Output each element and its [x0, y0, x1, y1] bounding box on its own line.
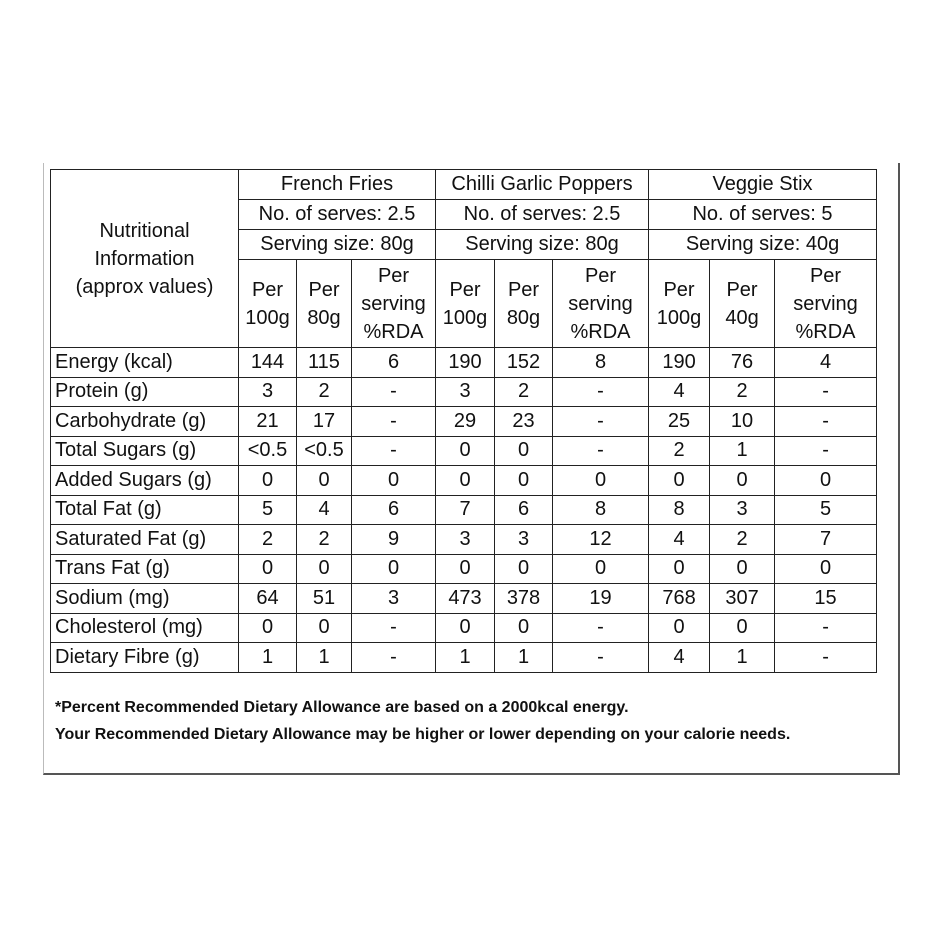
nutrient-value: 3 — [436, 377, 495, 407]
col-header-per-serving-rda: Per serving %RDA — [553, 260, 649, 348]
nutrient-value: 1 — [495, 643, 553, 673]
nutrient-value: 2 — [710, 377, 775, 407]
col-header-per-portion: Per 40g — [710, 260, 775, 348]
nutrient-value: 0 — [297, 554, 352, 584]
nutrient-value: <0.5 — [239, 436, 297, 466]
nutrient-value: 0 — [495, 466, 553, 496]
nutrient-value: 8 — [553, 348, 649, 378]
nutrient-value: 0 — [710, 554, 775, 584]
nutrient-value: 0 — [495, 554, 553, 584]
serves-chilli-garlic-poppers: No. of serves: 2.5 — [436, 200, 649, 230]
table-row — [51, 495, 877, 525]
nutrient-value: <0.5 — [297, 436, 352, 466]
nutrient-value: 10 — [710, 407, 775, 437]
nutrient-label: Total Fat (g) — [51, 495, 239, 525]
nutrient-value: 0 — [297, 613, 352, 643]
nutrient-value: 6 — [495, 495, 553, 525]
nutrient-value: 0 — [495, 436, 553, 466]
footnote-line-2: Your Recommended Dietary Allowance may be higher or lower depending on your calorie needs. — [55, 726, 791, 743]
nutrient-value: 8 — [553, 495, 649, 525]
nutritional-info-header: Nutritional Information (approx values) — [51, 170, 239, 348]
nutrient-value: - — [553, 613, 649, 643]
nutrient-value: - — [352, 613, 436, 643]
nutrient-value: 0 — [495, 613, 553, 643]
nutrient-value: 23 — [495, 407, 553, 437]
nutrient-value: - — [352, 407, 436, 437]
nutrient-value: 0 — [553, 554, 649, 584]
nutrient-value: 12 — [553, 525, 649, 555]
nutrient-value: - — [775, 407, 877, 437]
nutrient-value: 17 — [297, 407, 352, 437]
nutrient-label: Cholesterol (mg) — [51, 613, 239, 643]
footnote — [55, 694, 895, 748]
serves-french-fries: No. of serves: 2.5 — [239, 200, 436, 230]
col-header-per-portion: Per 80g — [495, 260, 553, 348]
nutrient-value: 64 — [239, 584, 297, 614]
nutrient-label: Carbohydrate (g) — [51, 407, 239, 437]
nutrient-label: Sodium (mg) — [51, 584, 239, 614]
product-name-veggie-stix: Veggie Stix — [649, 170, 877, 200]
col-header-per-100g: Per 100g — [239, 260, 297, 348]
nutrient-value: 190 — [649, 348, 710, 378]
nutrient-value: 25 — [649, 407, 710, 437]
nutrient-value: 6 — [352, 348, 436, 378]
nutrient-value: 51 — [297, 584, 352, 614]
nutrient-value: 4 — [649, 643, 710, 673]
nutrient-value: 2 — [239, 525, 297, 555]
nutrient-value: - — [775, 613, 877, 643]
product-name-chilli-garlic-poppers: Chilli Garlic Poppers — [436, 170, 649, 200]
nutrient-value: 21 — [239, 407, 297, 437]
serving-size-french-fries: Serving size: 80g — [239, 230, 436, 260]
nutrient-value: 1 — [710, 643, 775, 673]
table-row — [51, 554, 877, 584]
nutrient-value: - — [553, 643, 649, 673]
table-row — [51, 436, 877, 466]
nutrient-value: 4 — [297, 495, 352, 525]
nutrient-value: 6 — [352, 495, 436, 525]
nutrient-value: - — [775, 377, 877, 407]
nutrient-label: Protein (g) — [51, 377, 239, 407]
nutrient-value: 7 — [436, 495, 495, 525]
nutrient-value: 0 — [436, 613, 495, 643]
nutrient-value: 19 — [553, 584, 649, 614]
nutrient-value: 0 — [297, 466, 352, 496]
table-row — [51, 613, 877, 643]
nutrient-value: - — [775, 436, 877, 466]
nutrient-value: 473 — [436, 584, 495, 614]
nutrient-label: Trans Fat (g) — [51, 554, 239, 584]
nutrient-value: 1 — [239, 643, 297, 673]
nutrient-value: 2 — [710, 525, 775, 555]
nutrient-value: 0 — [775, 466, 877, 496]
table-row — [51, 584, 877, 614]
nutrient-value: - — [352, 643, 436, 673]
col-header-per-serving-rda: Per serving %RDA — [775, 260, 877, 348]
nutrient-value: 4 — [775, 348, 877, 378]
table-row — [51, 407, 877, 437]
nutrient-label: Saturated Fat (g) — [51, 525, 239, 555]
nutrient-value: 0 — [436, 436, 495, 466]
nutrient-value: 378 — [495, 584, 553, 614]
nutrient-value: 1 — [436, 643, 495, 673]
nutrient-value: 3 — [239, 377, 297, 407]
nutrient-value: 3 — [352, 584, 436, 614]
nutrient-rows — [51, 348, 877, 673]
col-header-per-portion: Per 80g — [297, 260, 352, 348]
nutrient-value: 0 — [436, 466, 495, 496]
product-name-french-fries: French Fries — [239, 170, 436, 200]
nutrient-value: - — [352, 377, 436, 407]
nutrient-value: 7 — [775, 525, 877, 555]
nutrient-label: Dietary Fibre (g) — [51, 643, 239, 673]
nutrient-value: - — [553, 377, 649, 407]
nutrient-value: 5 — [775, 495, 877, 525]
nutrient-value: 76 — [710, 348, 775, 378]
table-row — [51, 466, 877, 496]
nutrient-value: 15 — [775, 584, 877, 614]
nutrient-value: 307 — [710, 584, 775, 614]
nutrient-value: 0 — [436, 554, 495, 584]
nutrient-value: 2 — [495, 377, 553, 407]
nutrient-value: 0 — [352, 554, 436, 584]
serves-veggie-stix: No. of serves: 5 — [649, 200, 877, 230]
col-header-per-100g: Per 100g — [436, 260, 495, 348]
nutrient-value: - — [775, 643, 877, 673]
nutrient-value: 4 — [649, 525, 710, 555]
nutrient-value: 152 — [495, 348, 553, 378]
nutrient-value: 4 — [649, 377, 710, 407]
nutrient-value: - — [553, 407, 649, 437]
col-header-per-serving-rda: Per serving %RDA — [352, 260, 436, 348]
nutrient-value: 3 — [495, 525, 553, 555]
table-row — [51, 377, 877, 407]
nutrient-value: 0 — [649, 466, 710, 496]
nutrient-value: 2 — [297, 377, 352, 407]
col-header-per-100g: Per 100g — [649, 260, 710, 348]
nutrient-value: 115 — [297, 348, 352, 378]
nutrient-value: 0 — [239, 466, 297, 496]
nutrient-value: 0 — [775, 554, 877, 584]
nutrient-value: 29 — [436, 407, 495, 437]
nutrient-value: 0 — [649, 554, 710, 584]
nutrient-value: 2 — [297, 525, 352, 555]
nutrient-value: 0 — [239, 613, 297, 643]
nutrient-value: 190 — [436, 348, 495, 378]
table-row — [51, 643, 877, 673]
nutrient-value: 5 — [239, 495, 297, 525]
nutrient-value: 2 — [649, 436, 710, 466]
nutrition-table — [50, 169, 877, 673]
table-row — [51, 348, 877, 378]
nutrient-value: 0 — [649, 613, 710, 643]
nutrient-value: 0 — [710, 613, 775, 643]
nutrient-value: 3 — [436, 525, 495, 555]
nutrient-label: Added Sugars (g) — [51, 466, 239, 496]
nutrient-value: 1 — [297, 643, 352, 673]
table-row — [51, 525, 877, 555]
nutrient-label: Total Sugars (g) — [51, 436, 239, 466]
nutrient-value: 0 — [352, 466, 436, 496]
nutrient-value: 0 — [710, 466, 775, 496]
nutrient-value: 8 — [649, 495, 710, 525]
nutrient-value: 9 — [352, 525, 436, 555]
nutrient-value: 3 — [710, 495, 775, 525]
serving-size-chilli-garlic-poppers: Serving size: 80g — [436, 230, 649, 260]
nutrient-value: 1 — [710, 436, 775, 466]
footnote-line-1: *Percent Recommended Dietary Allowance are based on a 2000kcal energy. — [55, 699, 629, 716]
nutrient-value: 0 — [239, 554, 297, 584]
nutrient-value: - — [553, 436, 649, 466]
nutrient-value: 768 — [649, 584, 710, 614]
nutrient-value: 0 — [553, 466, 649, 496]
nutrient-label: Energy (kcal) — [51, 348, 239, 378]
nutrient-value: - — [352, 436, 436, 466]
nutrient-value: 144 — [239, 348, 297, 378]
serving-size-veggie-stix: Serving size: 40g — [649, 230, 877, 260]
